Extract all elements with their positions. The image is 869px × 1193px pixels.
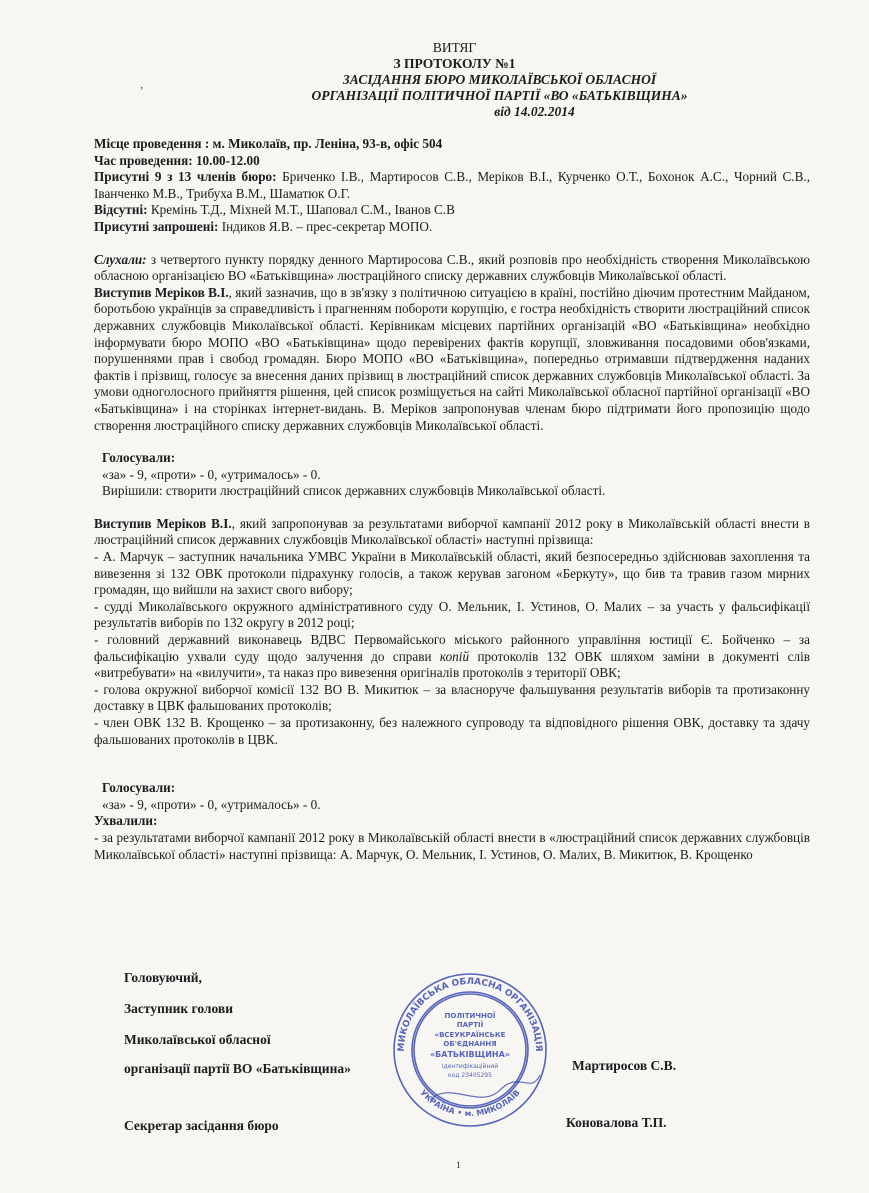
- vote-result-2: «за» - 9, «проти» - 0, «утрималось» - 0.: [102, 796, 321, 812]
- stamp-line-7: код 23405295: [448, 1072, 492, 1079]
- list-item-3-start: - головний державний виконавець ВДВС Первомайського міського районного управління юстиції Є. Бойченко – за фальсифікацію ухвали суду щодо залучення до справи: [94, 632, 810, 664]
- chair-name: Мартиросов С.В.: [572, 1058, 677, 1073]
- stamp-outer-textpath: МИКОЛАЇВСЬКА ОБЛАСНА ОРГАНІЗАЦІЯ: [396, 976, 544, 1052]
- header-organization: ОРГАНІЗАЦІЇ ПОЛІТИЧНОЇ ПАРТІЇ «ВО «БАТЬКІВЩИНА»: [311, 88, 688, 103]
- chair-title-3: Миколаївської обласної: [124, 1032, 271, 1047]
- speech-paragraph-1: [94, 285, 810, 434]
- stamp-line-5: «БАТЬКІВЩИНА»: [430, 1050, 510, 1059]
- stamp-line-1: ПОЛІТИЧНОЇ: [444, 1012, 496, 1020]
- heard-label: Слухали:: [94, 251, 147, 267]
- list-item: [94, 632, 810, 682]
- list-item: - голова окружної виборчої комісії 132 ВО В. Микитюк – за власноруче фальшування результатів виборів та протизаконну доставку в ЦВК фальшованих протоколів;: [94, 681, 810, 714]
- secretary-label: Секретар засідання бюро: [124, 1118, 279, 1133]
- meeting-time: Час проведення: 10.00-12.00: [94, 152, 260, 168]
- list-item: - А. Марчук – заступник начальника УМВС України в Миколаївській області, який безпосередньо здійснював захоплення та вивезення зі 132 ОВК протоколи підрахунку голосів, а також керував загоном «Беркуту», що бив та травив газом мирних громадян, що вийшли на захист свого вибору;: [94, 549, 810, 598]
- decision-1: Вирішили: створити люстраційний список державних службовців Миколаївської області.: [102, 483, 606, 499]
- absent-label: Відсутні:: [94, 202, 148, 218]
- chair-title-1: Головуючий,: [124, 970, 202, 985]
- stamp-line-6: Ідентифікаційний: [441, 1063, 499, 1070]
- party-seal-stamp: [390, 970, 550, 1130]
- list-item: - член ОВК 132 В. Крощенко – за протизаконну, без належного супроводу та відповідного рішення ОВК, доставку та здачу фальшованих протоколів в ЦВК.: [94, 715, 810, 747]
- speaker-label-2: Виступив Меріков В.І.: [94, 515, 232, 531]
- approved-label: Ухвалили:: [94, 813, 158, 829]
- stamp-line-2: ПАРТІЇ: [456, 1021, 484, 1029]
- document-body: [94, 136, 810, 863]
- header-date: від 14.02.2014: [494, 104, 575, 119]
- speech-text-2: , який запропонував за результатами виборчої кампанії 2012 року в Миколаївській області внести в люстраційний список державних службовців Миколаївської області» наступні прізвища:: [94, 515, 810, 548]
- header-meeting: ЗАСІДАННЯ БЮРО МИКОЛАЇВСЬКОЇ ОБЛАСНОЇ: [342, 72, 657, 87]
- secretary-name: Коновалова Т.П.: [566, 1115, 667, 1130]
- stamp-bottom-textpath: УКРАЇНА • м. МИКОЛАЇВ: [418, 1088, 522, 1119]
- present-label: Присутні 9 з 13 членів бюро:: [94, 169, 277, 185]
- speech-text-1: , який зазначив, що в зв'язку з політичною ситуацією в країні, постійно діючим протестним Майданом, боротьбою українців за справедливість і прагненням побороти корупцію, є гостра необхідність створити люстраційний список державних службовців Миколаївської області. Керівникам місцевих партійних організацій «ВО «Батьківщина» необхідно інформувати бюро МОПО «ВО «Батьківщина» щодо перевірених фактів корупції, зловживання посадовими обов'язками, порушеннями прав і свобод громадян. Бюро МОПО «ВО «Батьківщина», попередньо отримавши підтвердження наданих фактів і прізвищ, голосує за внесення даних прізвищ в люстраційний список державних службовців Миколаївської області. За умови одноголосного прийняття рішення, цей список розміщується на сайті Миколаївської обласної партійної організації «ВО «Батьківщина» і на сторінках інтернет-видань. В. Меріков запропонував членам бюро підтримати його пропозицію щодо створення люстраційного списку державних службовців Миколаївської області.: [94, 284, 811, 433]
- chair-title-4: організації партії ВО «Батьківщина»: [124, 1061, 351, 1076]
- stamp-line-3: «ВСЕУКРАЇНСЬКЕ: [434, 1031, 506, 1039]
- vote-result-1: «за» - 9, «проти» - 0, «утрималось» - 0.: [102, 466, 321, 482]
- present-text: Бриченко І.В., Мартиросов С.В., Меріков В.І., Курченко О.Т., Бохонок А.С., Чорний С.В., Іванченко М.В., Трибуха В.М., Шаматюк О.Г.: [94, 169, 810, 201]
- speaker-label-1: Виступив Меріков В.І.: [94, 284, 229, 300]
- document-header: [0, 40, 869, 120]
- meeting-place: Місце проведення : м. Миколаїв, пр. Леніна, 93-в, офіс 504: [94, 136, 443, 151]
- vote-label-2: Голосували:: [102, 780, 176, 796]
- list-item: - судді Миколаївського окружного адміністративного суду О. Мельник, І. Устинов, О. Малих – за участь у фальсифікації результатів виборів по 132 округу в 2012 році;: [94, 598, 810, 631]
- invited-label: Присутні запрошені:: [94, 218, 219, 234]
- heard-text: з четвертого пункту порядку денного Мартиросова С.В., який розповів про необхідність створення Миколаївською обласною організацією ВО «Батьківщина» люстраційного списку державних службовців Миколаївської області.: [94, 251, 810, 284]
- present-members: [94, 169, 810, 202]
- absent-text: Кремінь Т.Д., Міхней М.Т., Шаповал С.М., Іванов С.В: [147, 202, 455, 218]
- heard-paragraph: [94, 252, 810, 285]
- header-protocol: З ПРОТОКОЛУ №1: [393, 56, 516, 71]
- page-number: 1: [456, 1160, 461, 1170]
- speech-paragraph-2: [94, 516, 810, 549]
- chair-title-2: Заступник голови: [124, 1001, 233, 1016]
- scan-mark: ʼ: [140, 86, 144, 97]
- invited-guests: [94, 219, 810, 236]
- absent-members: [94, 202, 810, 219]
- vote-label-1: Голосували:: [102, 450, 176, 466]
- header-title: ВИТЯГ: [432, 40, 477, 55]
- invited-text: Індиков Я.В. – прес-секретар МОПО.: [218, 218, 433, 234]
- list-item-3-italic: копій: [439, 648, 470, 664]
- list-item-3-tail: протоколів 132 ОВК шляхом заміни в документі слів «витребувати» на «вилучити», та наказ про вивезення оригіналів протоколів з території ОВК;: [94, 648, 810, 681]
- stamp-line-4: ОБ'ЄДНАННЯ: [443, 1040, 497, 1048]
- approved-text: - за результатами виборчої кампанії 2012 року в Миколаївській області внести в «люстраційний список державних службовців Миколаївської області» наступні прізвища: А. Марчук, О. Мельник, І. Устинов, О. Малих, В. Микитюк, В. Крощенко: [94, 829, 810, 862]
